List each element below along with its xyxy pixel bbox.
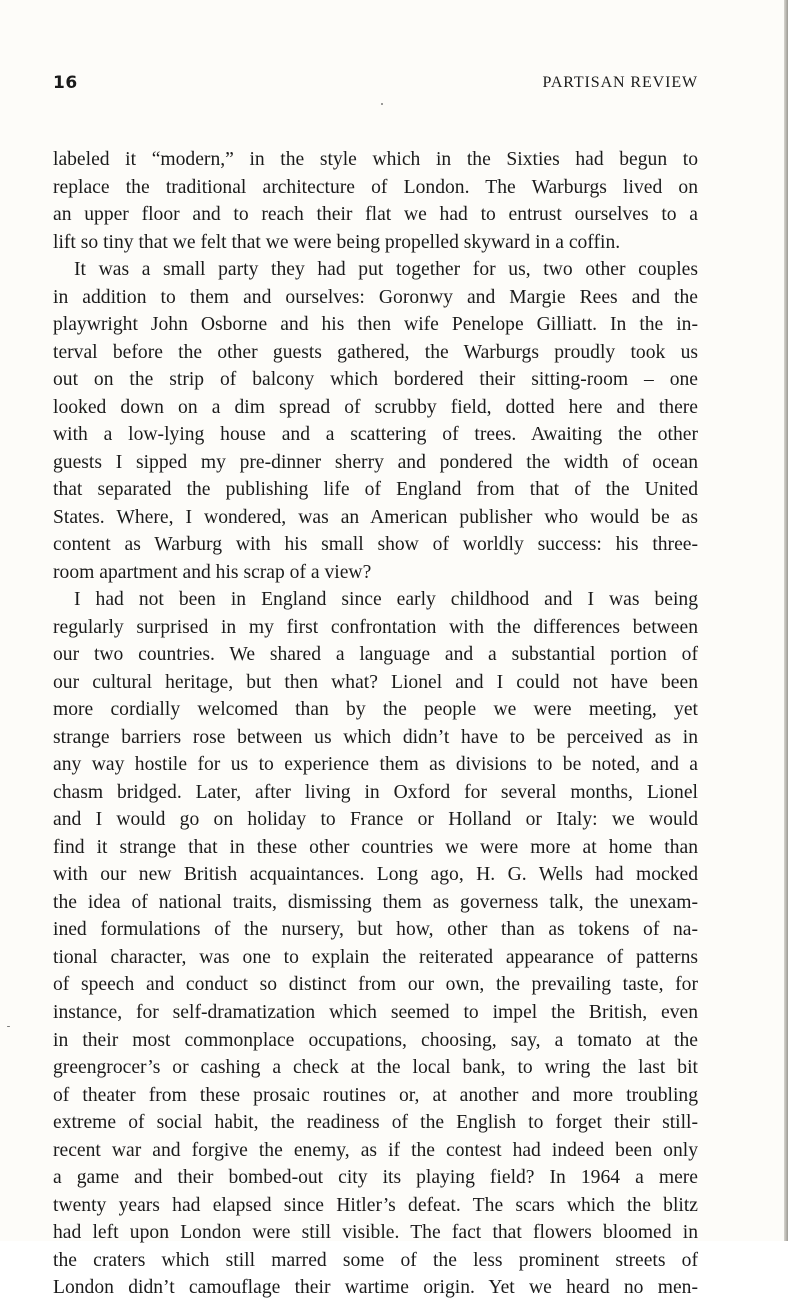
text-line: that separated the publishing life of England from that of the United	[53, 479, 698, 501]
text-line: out on the strip of balcony which bordered their sitting-room – one	[53, 369, 698, 391]
text-line: I had not been in England since early childhood and I was being	[74, 589, 698, 611]
text-line: of theater from these prosaic routines or, at another and more troubling	[53, 1084, 698, 1106]
text-line: more cordially welcomed than by the people we were meeting, yet	[53, 699, 698, 721]
body-text	[53, 146, 698, 1302]
page-number: 16	[53, 73, 78, 93]
text-line: guests I sipped my pre-dinner sherry and pondered the width of ocean	[53, 451, 698, 473]
text-line: London didn’t camouflage their wartime origin. Yet we heard no men-	[53, 1277, 698, 1299]
print-speck	[7, 1026, 10, 1027]
text-line: extreme of social habit, the readiness of the English to forget their still-	[53, 1112, 698, 1134]
text-line: find it strange that in these other countries we were more at home than	[53, 836, 698, 858]
text-line: ined formulations of the nursery, but how, other than as tokens of na-	[53, 919, 698, 941]
text-line: terval before the other guests gathered, the Warburgs proudly took us	[53, 341, 698, 363]
running-head: PARTISAN REVIEW	[542, 74, 698, 91]
text-line: with a low-lying house and a scattering of trees. Awaiting the other	[53, 424, 698, 446]
text-line: an upper floor and to reach their flat we had to entrust ourselves to a	[53, 204, 698, 226]
text-line: any way hostile for us to experience them as divisions to be noted, and a	[53, 754, 698, 776]
page-header	[53, 73, 698, 101]
text-line: in their most commonplace occupations, choosing, say, a tomato at the	[53, 1029, 698, 1051]
text-line: recent war and forgive the enemy, as if the contest had indeed been only	[53, 1139, 698, 1161]
text-line: strange barriers rose between us which didn’t have to be perceived as in	[53, 726, 698, 748]
page-edge-shadow	[784, 0, 788, 1241]
text-line: our two countries. We shared a language and a substantial portion of	[53, 644, 698, 666]
text-line: tional character, was one to explain the reiterated appearance of patterns	[53, 946, 698, 968]
text-line: replace the traditional architecture of London. The Warburgs lived on	[53, 176, 698, 198]
text-line: room apartment and his scrap of a view?	[53, 561, 372, 583]
text-line: a game and their bombed-out city its playing field? In 1964 a mere	[53, 1167, 698, 1189]
text-line: twenty years had elapsed since Hitler’s defeat. The scars which the blitz	[53, 1194, 698, 1216]
text-line: the idea of national traits, dismissing them as governess talk, the unexam-	[53, 891, 698, 913]
text-line: with our new British acquaintances. Long ago, H. G. Wells had mocked	[53, 864, 698, 886]
text-line: the craters which still marred some of the less prominent streets of	[53, 1249, 698, 1271]
text-line: in addition to them and ourselves: Goronwy and Margie Rees and the	[53, 286, 698, 308]
text-line: looked down on a dim spread of scrubby field, dotted here and there	[53, 396, 698, 418]
text-line: and I would go on holiday to France or Holland or Italy: we would	[53, 809, 698, 831]
text-line: regularly surprised in my first confrontation with the differences between	[53, 616, 698, 638]
print-speck	[381, 103, 383, 105]
text-line: content as Warburg with his small show of worldly success: his three-	[53, 534, 698, 556]
text-line: greengrocer’s or cashing a check at the local bank, to wring the last bit	[53, 1057, 698, 1079]
text-line: had left upon London were still visible. The fact that flowers bloomed in	[53, 1222, 698, 1244]
text-line: instance, for self-dramatization which seemed to impel the British, even	[53, 1001, 698, 1023]
text-line: labeled it “modern,” in the style which in the Sixties had begun to	[53, 149, 698, 170]
text-line: of speech and conduct so distinct from our own, the prevailing taste, for	[53, 974, 698, 996]
text-line: our cultural heritage, but then what? Lionel and I could not have been	[53, 671, 698, 693]
text-line: It was a small party they had put together for us, two other couples	[74, 259, 698, 281]
text-line: States. Where, I wondered, was an American publisher who would be as	[53, 506, 698, 528]
text-line: lift so tiny that we felt that we were being propelled skyward in a coffin.	[53, 231, 621, 253]
text-line: playwright John Osborne and his then wife Penelope Gilliatt. In the in-	[53, 314, 698, 336]
text-line: chasm bridged. Later, after living in Oxford for several months, Lionel	[53, 781, 698, 803]
